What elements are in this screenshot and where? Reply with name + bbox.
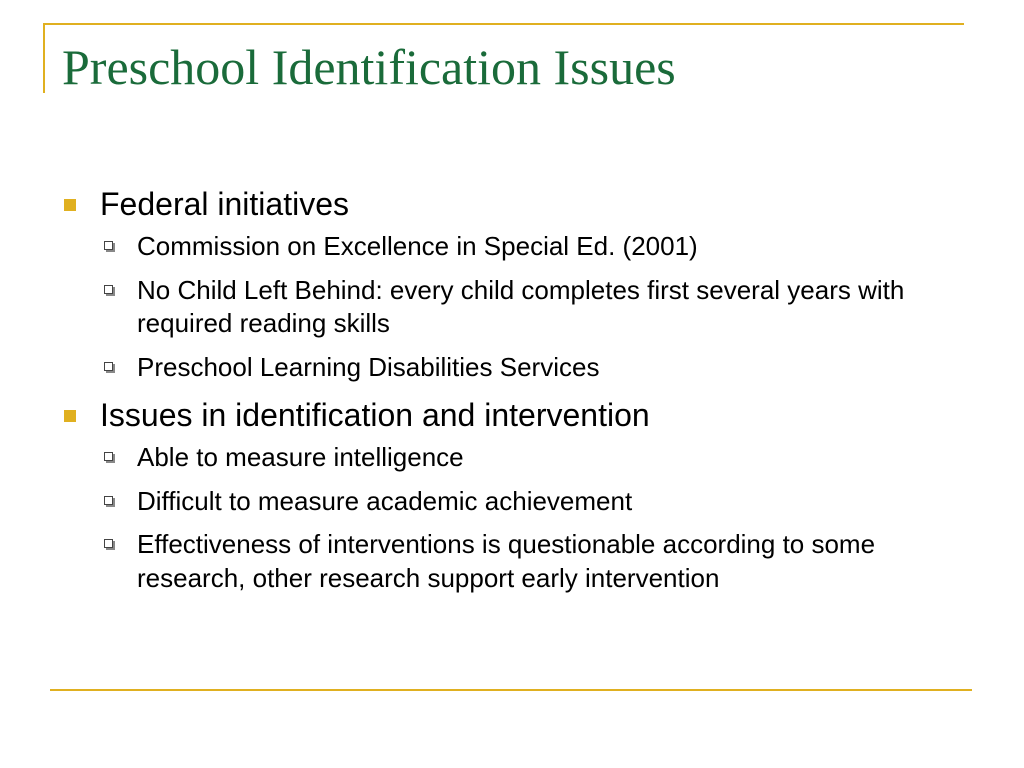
checkbox-bullet-icon	[104, 285, 113, 294]
bottom-divider-line	[50, 689, 972, 691]
sub-bullet-text: Effectiveness of interventions is questionable according to some research, other research support early intervention	[137, 529, 876, 594]
bullet-group-issues	[62, 397, 962, 596]
checkbox-bullet-icon	[104, 241, 113, 250]
slide-title: Preschool Identification Issues	[62, 39, 676, 95]
checkbox-bullet-icon	[104, 496, 113, 505]
bullet-group-federal	[62, 186, 962, 385]
checkbox-bullet-icon	[104, 452, 113, 461]
sub-bullet-item	[62, 441, 962, 475]
sub-bullet-item	[62, 485, 962, 519]
checkbox-bullet-icon	[104, 362, 113, 371]
square-bullet-icon	[64, 199, 76, 211]
bullet-item	[62, 397, 962, 434]
left-border-line	[43, 23, 45, 93]
sub-bullet-text: Preschool Learning Disabilities Services	[137, 352, 600, 383]
top-border-line	[43, 23, 964, 25]
sub-bullet-item	[62, 528, 962, 596]
sub-bullet-item	[62, 351, 962, 385]
sub-bullet-text: No Child Left Behind: every child completes first several years with required reading skills	[137, 274, 905, 339]
sub-bullet-item	[62, 274, 962, 342]
sub-bullet-item	[62, 230, 962, 264]
bullet-text: Issues in identification and intervention	[100, 396, 650, 433]
sub-bullet-text: Commission on Excellence in Special Ed. (2001)	[137, 230, 698, 261]
bullet-text: Federal initiatives	[100, 186, 349, 222]
bullet-item	[62, 186, 962, 223]
square-bullet-icon	[64, 410, 76, 422]
sub-bullet-text: Able to measure intelligence	[137, 441, 464, 472]
checkbox-bullet-icon	[104, 539, 113, 548]
slide-body	[62, 186, 962, 608]
sub-bullet-text: Difficult to measure academic achievement	[137, 485, 633, 516]
